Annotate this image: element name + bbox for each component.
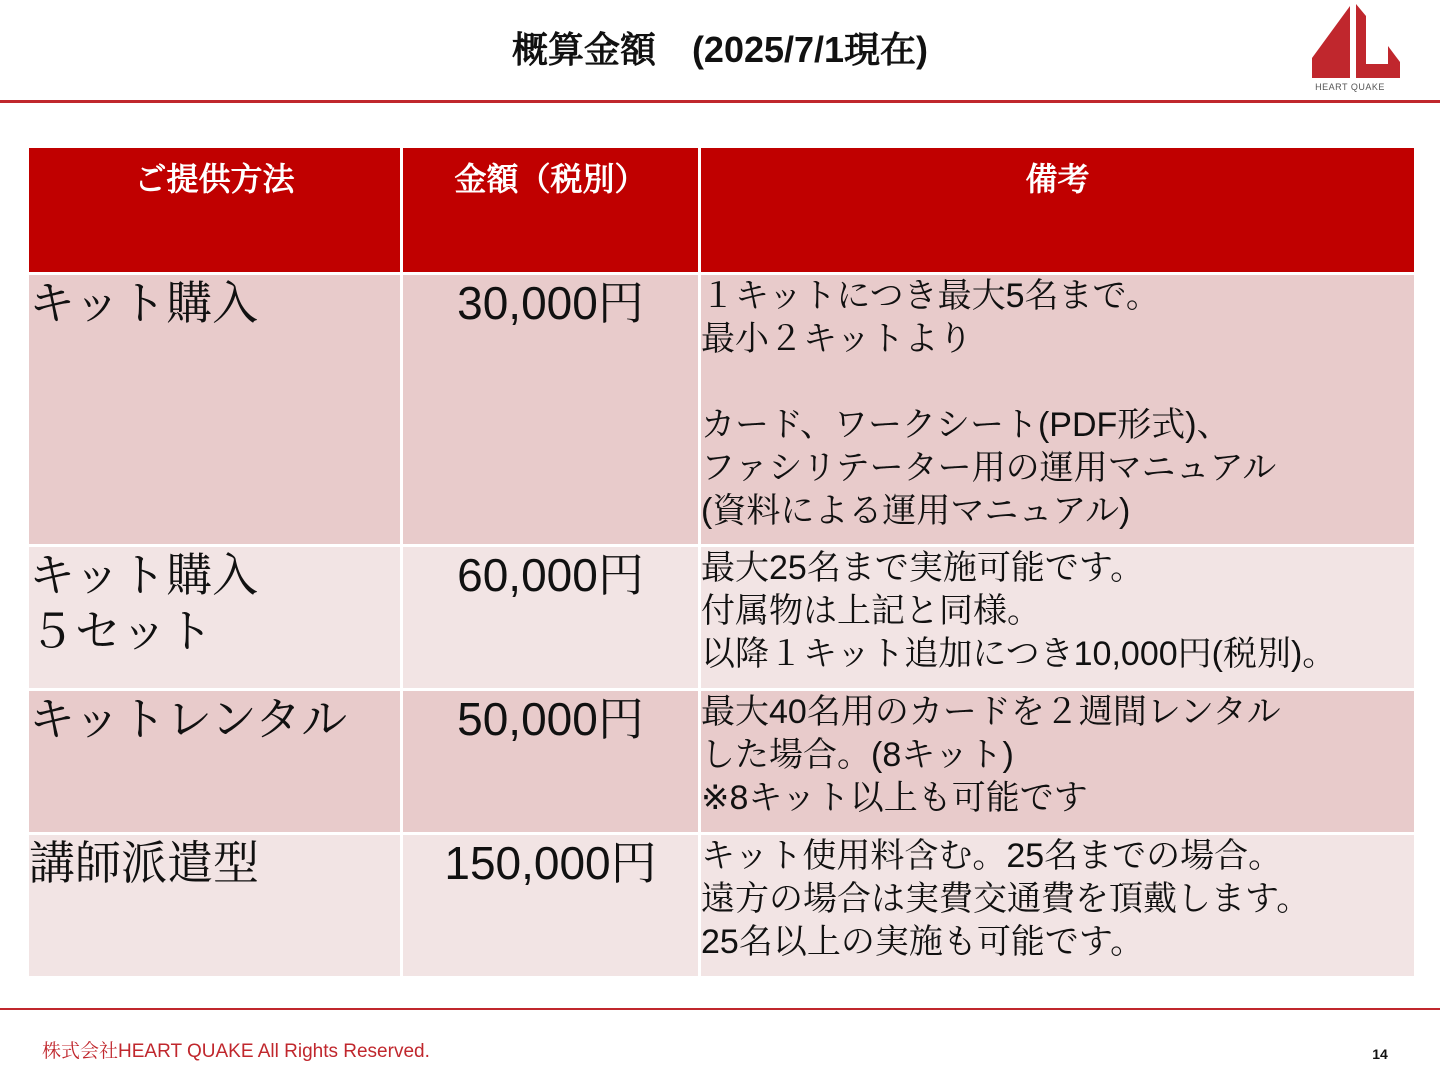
amount-cell: 60,000円: [402, 546, 700, 690]
notes-cell: 最大25名まで実施可能です。 付属物は上記と同様。 以降１キット追加につき10,000円(税別)。: [700, 546, 1416, 690]
notes-cell: 最大40名用のカードを２週間レンタル した場合。(8キット) ※8キット以上も可能です: [700, 690, 1416, 834]
method-cell: キットレンタル: [28, 690, 402, 834]
table-row: [28, 274, 1416, 546]
method-cell: キット購入: [28, 274, 402, 546]
footer-divider: [0, 1008, 1440, 1010]
amount-cell: 30,000円: [402, 274, 700, 546]
table-row: [28, 690, 1416, 834]
column-header-notes: 備考: [700, 147, 1416, 274]
method-cell: キット購入 ５セット: [28, 546, 402, 690]
header-divider: [0, 100, 1440, 103]
notes-cell: キット使用料含む。25名までの場合。 遠方の場合は実費交通費を頂戴します。 25名以上の実施も可能です。: [700, 834, 1416, 978]
logo-text: HEART QUAKE: [1315, 82, 1385, 92]
table-header-row: [28, 147, 1416, 274]
column-header-amount: 金額（税別）: [402, 147, 700, 274]
price-table: [26, 145, 1417, 979]
table-row: [28, 546, 1416, 690]
amount-cell: 150,000円: [402, 834, 700, 978]
column-header-method: ご提供方法: [28, 147, 402, 274]
table-row: [28, 834, 1416, 978]
notes-cell: １キットにつき最大5名まで。 最小２キットより カード、ワークシート(PDF形式)、 ファシリテーター用の運用マニュアル (資料による運用マニュアル): [700, 274, 1416, 546]
page-title: 概算金額 (2025/7/1現在): [511, 29, 929, 70]
method-cell: 講師派遣型: [28, 834, 402, 978]
page-number: 14: [1372, 1046, 1388, 1062]
copyright-text: 株式会社HEART QUAKE All Rights Reserved.: [42, 1041, 430, 1062]
amount-cell: 50,000円: [402, 690, 700, 834]
